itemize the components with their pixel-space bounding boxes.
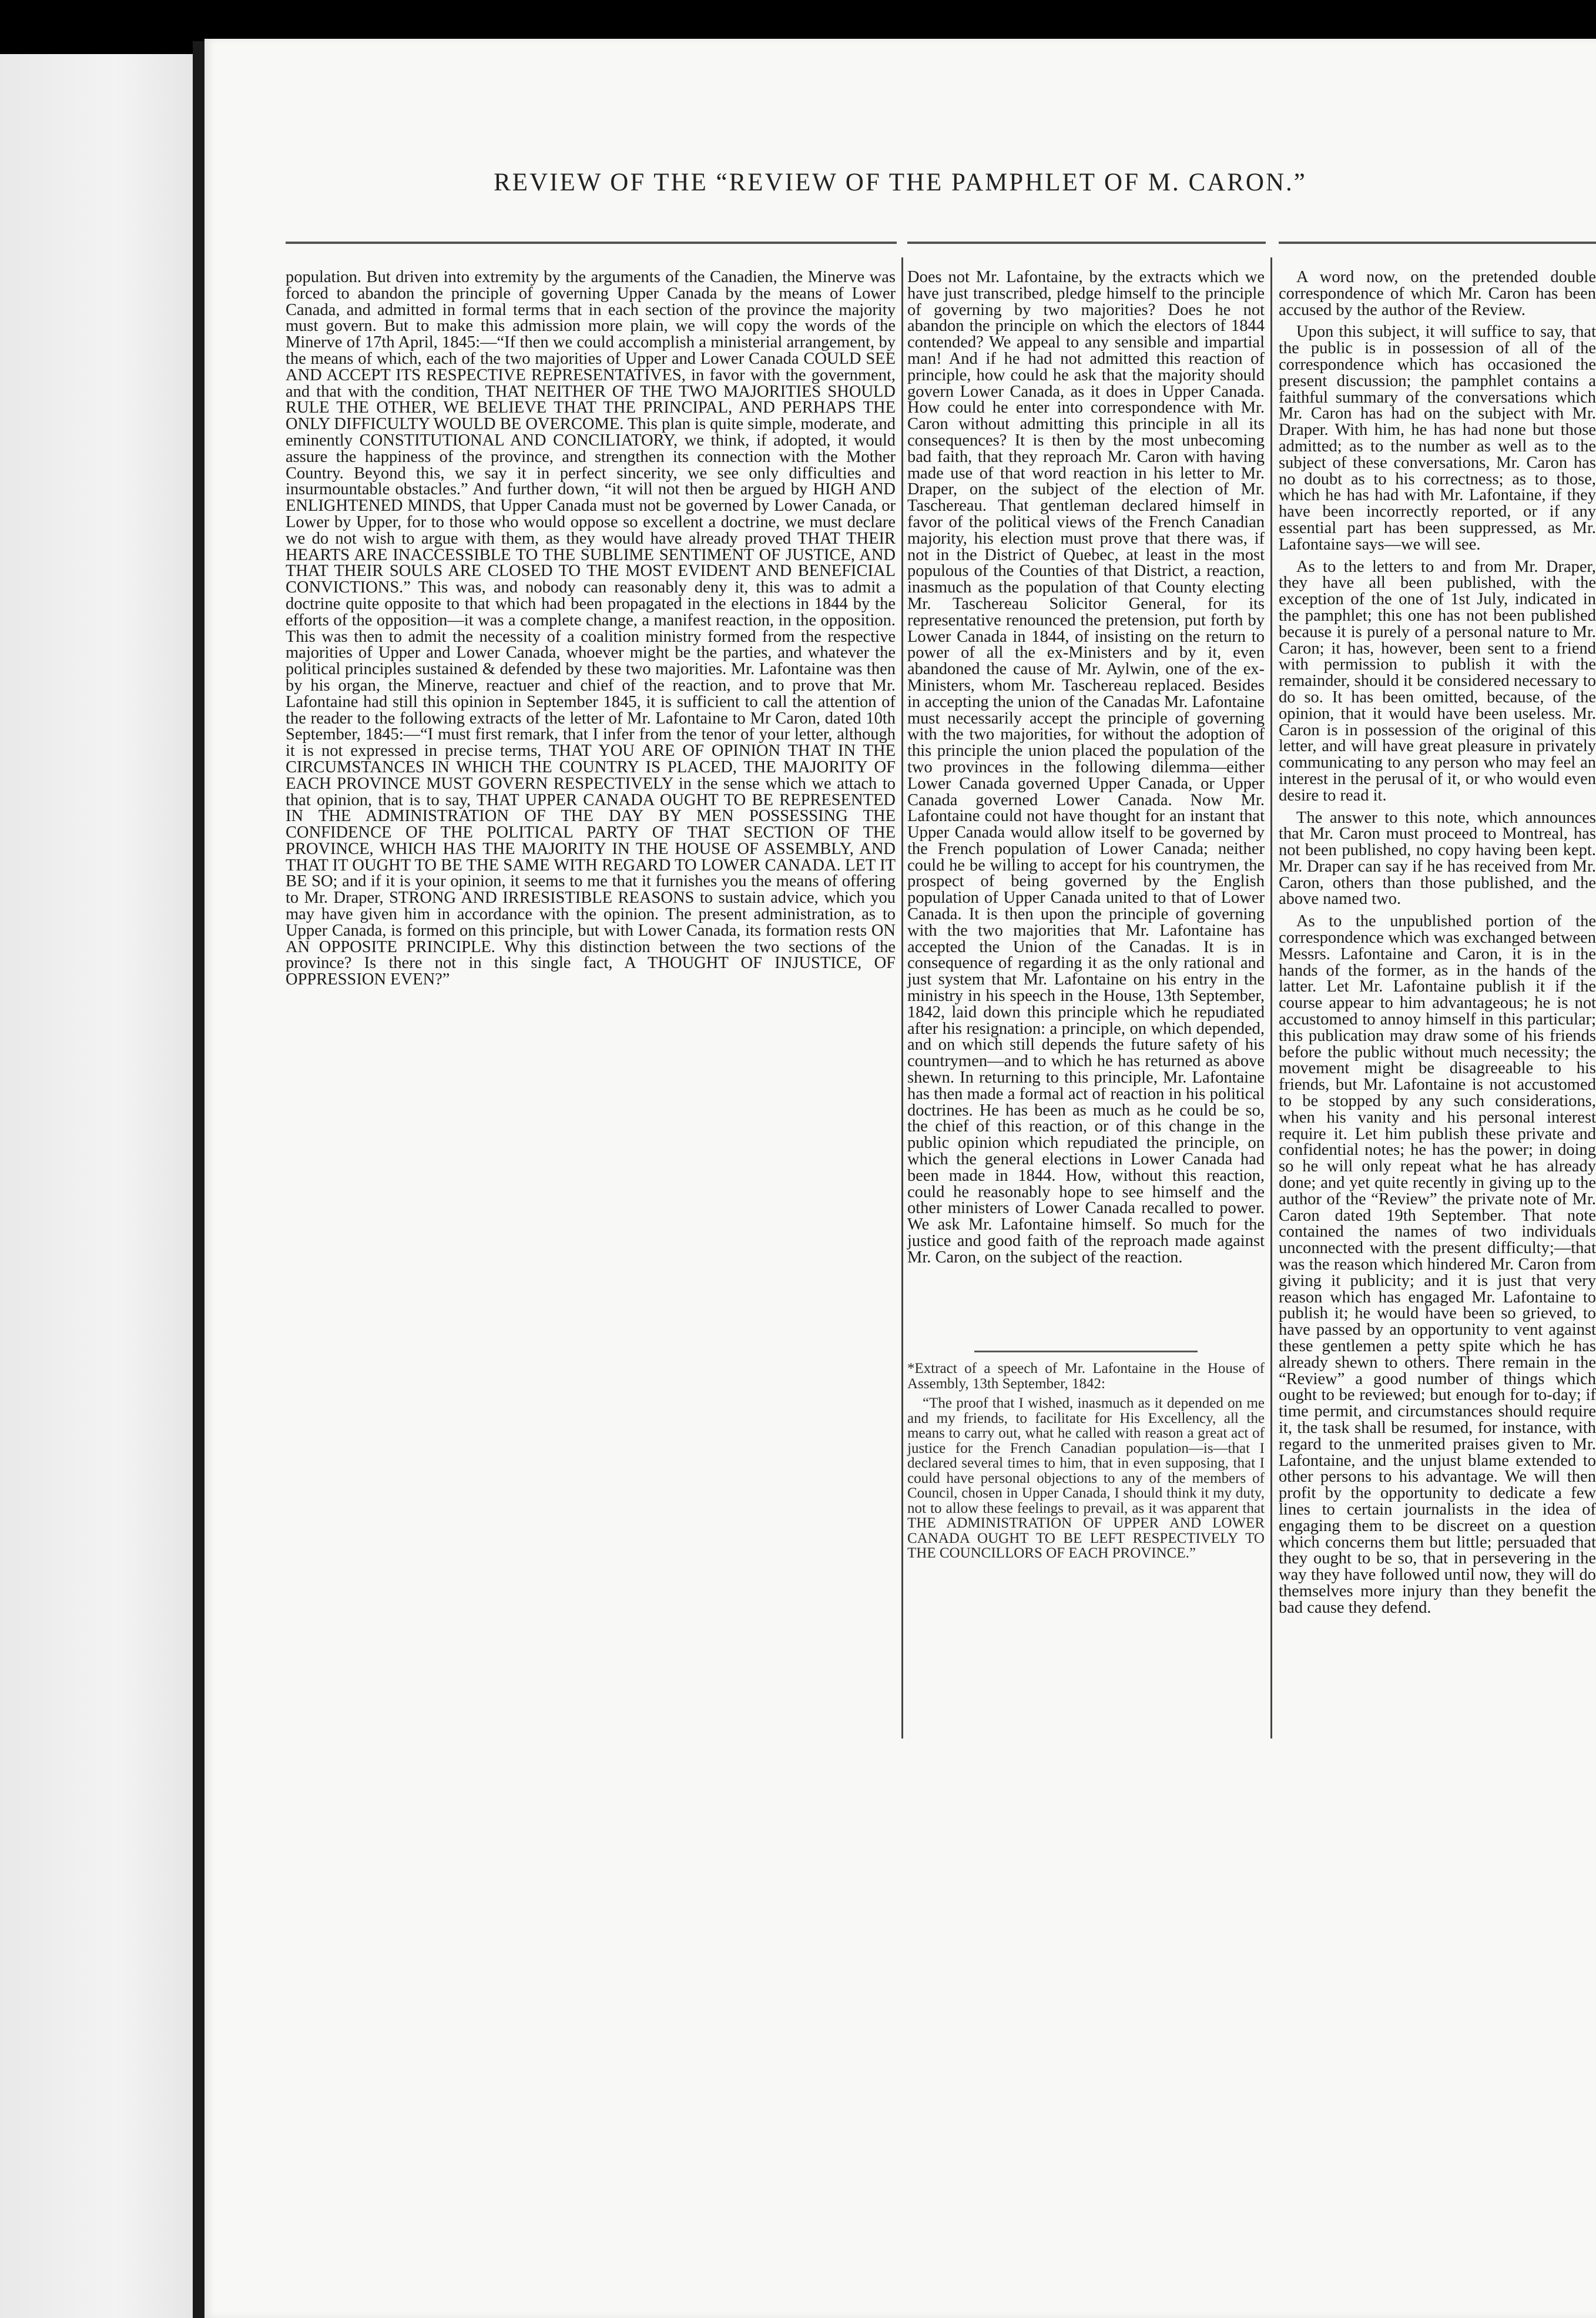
header-rule — [907, 242, 1266, 244]
paragraph: Upon this subject, it will suffice to say, that the public is in possession of all of the correspondence which has occasioned the present discussion; the pamphlet contains a faithful summary of the conversations which Mr. Caron has had on the subject with Mr. Draper. With him, he has had none but those admitted; as to the number as well as to the subject of these conversations, Mr. Caron has no doubt as to his correctness; as to those, which he has had with Mr. Lafontaine, if they have been incorrectly reported, or if any essential part has been suppressed, as Mr. Lafontaine says—we will see. — [1279, 323, 1596, 554]
column-2 — [907, 269, 1265, 1272]
paragraph: A word now, on the pretended double correspondence of which Mr. Caron has been accused by the author of the Review. — [1279, 268, 1596, 319]
page — [204, 39, 1596, 2318]
paragraph: population. But driven into extremity by the arguments of the Canadien, the Minerve was forced to abandon the principle of governing Upper Canada by the means of Lower Canada, and admitted in formal terms that in each section of the province the majority must govern. But to make this admission more plain, we will copy the words of the Minerve of 17th April, 1845:—“If then we could accomplish a ministerial arrangement, by the means of which, each of the two majorities of Upper and Lower Canada COULD SEE AND ACCEPT ITS RESPECTIVE REPRESENTATIVES, in favor with the government, and that with the condition, THAT NEITHER OF THE TWO MAJORITIES SHOULD RULE THE OTHER, WE BELIEVE THAT THE PRINCIPAL, AND PERHAPS THE ONLY DIFFICULTY WOULD BE OVERCOME. This plan is quite simple, moderate, and eminently CONSTITUTIONAL AND CONCILIATORY, we think, if adopted, it would assure the happiness of the province, and strengthen its connection with the Mother Country. Beyond this, we say it in perfect sincerity, we see only difficulties and insurmountable obstacles.” And further down, “it will not then be argued by HIGH AND ENLIGHTENED MINDS, that Upper Canada must not be governed by Lower Canada, or Lower by Upper, for to those who would oppose so excellent a doctrine, we must declare we do not wish to argue with them, as they would have already proved THAT THEIR HEARTS ARE INACCESSIBLE TO THE SUBLIME SENTIMENT OF JUSTICE, AND THAT THEIR SOULS ARE CLOSED TO THE MOST EVIDENT AND BENEFICIAL CONVICTIONS.” This was, and nobody can reasonably deny it, this was to admit a doctrine quite opposite to that which had been propagated in the elections in 1844 by the efforts of the opposition—it was a complete change, a manifest reaction, in the opposition. This was then to admit the necessity of a coalition ministry formed from the respective majorities of Upper and Lower Canada, whoever might be the parties, and whatever the political principles sustained & defended by these two majorities. Mr. Lafontaine was then by his organ, the Minerve, reactuer and chief of the reaction, and to prove that Mr. Lafontaine had still this opinion in September 1845, it is sufficient to call the attention of the reader to the following extracts of the letter of Mr. Lafontaine to Mr Caron, dated 10th September, 1845:—“I must first remark, that I infer from the tenor of your letter, although it is not expressed in precise terms, THAT YOU ARE OF OPINION THAT IN THE CIRCUMSTANCES IN WHICH THE COUNTRY IS PLACED, THE MAJORITY OF EACH PROVINCE MUST GOVERN RESPECTIVELY in the sense which we attach to that opinion, that is to say, THAT UPPER CANADA OUGHT TO BE REPRESENTED IN THE ADMINISTRATION OF THE DAY BY MEN POSSESSING THE CONFIDENCE OF THE POLITICAL PARTY OF THAT SECTION OF THE PROVINCE, WHICH HAS THE MAJORITY IN THE HOUSE OF ASSEMBLY, AND THAT IT OUGHT TO BE THE SAME WITH REGARD TO LOWER CANADA. LET IT BE SO; and if it is your opinion, it seems to me that it furnishes you the means of offering to Mr. Draper, STRONG AND IRRESISTIBLE REASONS to sustain advice, which you may have given him in accordance with the opinion. The present administration, as to Upper Canada, is formed on this principle, but with Lower Canada, its formation rests ON AN OPPOSITE PRINCIPLE. Why this distinction between the two sections of the province? Is there not in this single fact, A THOUGHT OF INJUSTICE, OF OPPRESSION EVEN?” — [286, 268, 896, 989]
footnote-text: “The proof that I wished, inasmuch as it depended on me and my friends, to facilitate for His Excellency, all the means to carry out, what he called with reason a great act of justice for the French Canadian population—is—that I declared several times to him, that in even supposing, that I could have personal objections to any of the members of Council, chosen in Upper Canada, I should think it my duty, not to allow these feelings to prevail, as it was apparent that THE ADMINISTRATION OF UPPER AND LOWER CANADA OUGHT TO BE LEFT RESPECTIVELY TO THE COUNCILLORS OF EACH PROVINCE.” — [907, 1395, 1265, 1561]
paragraph: Does not Mr. Lafontaine, by the extracts which we have just transcribed, pledge himself to the principle of governing by two majorities? Does he not abandon the principle on which the electors of 1844 contended? We appeal to any sensible and impartial man! And if he had not admitted this reaction of principle, how could he ask that the majority should govern Lower Canada, as it does in Upper Canada. How could he enter into correspondence with Mr. Caron without admitting this principle in all its consequences? It is then by the most unbecoming bad faith, that they reproach Mr. Caron with having made use of that word reaction in his letter to Mr. Draper, on the subject of the election of Mr. Taschereau. That gentleman declared himself in favor of the political views of the French Canadian majority, his election must prove that there was, if not in the District of Quebec, at least in the most populous of the Counties of that District, a reaction, inasmuch as the population of that County electing Mr. Taschereau Solicitor General, for its representative renounced the pretension, put forth by Lower Canada in 1844, of insisting on the return to power of all the ex-Ministers and by it, even abandoned the cause of Mr. Aylwin, one of the ex-Ministers, whom Mr. Taschereau replaced. Besides in accepting the union of the Canadas Mr. Lafontaine must necessarily accept the principle of governing with the two majorities, for without the adoption of this principle the union placed the population of the two provinces in the following dilemma—either Lower Canada governed Upper Canada, or Upper Canada governed Lower Canada. Now Mr. Lafontaine could not have thought for an instant that Upper Canada would allow itself to be governed by the French population of Lower Canada; neither could he be willing to accept for his countrymen, the prospect of being governed by the English population of Upper Canada united to that of Lower Canada. It is then upon the principle of governing with the two majorities that Mr. Lafontaine has accepted the Union of the Canadas. It is in consequence of regarding it as the only rational and just system that Mr. Lafontaine on his entry in the ministry in his speech in the House, 13th September, 1842, laid down this principle which he repudiated after his resignation: a principle, on which depended, and on which still depends the future safety of his countrymen—and to which he has returned as above shewn. In returning to this principle, Mr. Lafontaine has then made a formal act of reaction in his political doctrines. He has been as much as he could be so, the chief of this reaction, or of this change in the public opinion which repudiated the principle, on which the general elections in Lower Canada had been made in 1844. How, without this reaction, could he reasonably hope to see himself and the other ministers of Lower Canada recalled to power. We ask Mr. Lafontaine himself. So much for the justice and good faith of the reproach made against Mr. Caron, on the subject of the reaction. — [907, 268, 1265, 1267]
column-1 — [286, 269, 896, 994]
footnote-heading: *Extract of a speech of Mr. Lafontaine in the House of Assembly, 13th September, 1842: — [907, 1361, 1265, 1392]
header-rule — [286, 242, 897, 244]
paragraph: The answer to this note, which announces that Mr. Caron must proceed to Montreal, has not been published, no copy having been kept. Mr. Draper can say if he has received from Mr. Caron, others than those published, and the above named two. — [1279, 808, 1596, 909]
column-divider — [1270, 257, 1272, 1738]
paragraph: As to the letters to and from Mr. Draper, they have all been published, with the exception of the one of 1st July, indicated in the pamphlet; this one has not been published because it is purely of a personal nature to Mr. Caron; it has, however, been sent to a friend with permission to publish it with the remainder, should it be considered necessary to do so. It has been omitted, because, of the opinion, that it would have been useless. Mr. Caron is in possession of the original of this letter, and will have great pleasure in privately communicating to any person who may feel an interest in the perusal of it, or who would even desire to read it. — [1279, 557, 1596, 805]
footnote-rule — [974, 1351, 1198, 1352]
paragraph: As to the unpublished portion of the correspondence which was exchanged between Messrs. Lafontaine and Caron, it is in the hands of the former, as in the hands of the latter. Let Mr. Lafontaine publish it if the course appear to him advantageous; he is not accustomed to annoy himself in this particular; this publication may draw some of his friends before the public without much necessity; the movement might be disagreeable to his friends, but Mr. Lafontaine is not accustomed to be stopped by any such considerations, when his vanity and his personal interest require it. Let him publish these private and confidential notes; he has the power; in doing so he will only repeat what he has already done; and yet quite recently in giving up to the author of the “Review” the private note of Mr. Caron dated 19th September. That note contained the names of two individuals unconnected with the present difficulty;—that was the reason which hindered Mr. Caron from giving it publicity; and it is just that very reason which has engaged Mr. Lafontaine to publish it; he would have been so grieved, to have passed by an opportunity to vent against these gentlemen a petty spite which he has already shewn to others. There remain in the “Review” a good number of things which ought to be reviewed; but enough for to-day; if time permit, and circumstances should require it, the task shall be resumed, for instance, with regard to the unmerited praises given to Mr. Lafontaine, and the unjust blame extended to other persons to his advantage. We will then profit by the opportunity to dedicate a few lines to certain journalists in the idea of engaging them to be discreet on a question which concerns them but little; persuaded that they ought to be so, that in persevering in the way they have followed until now, they will do themselves more injury than they benefit the bad cause they defend. — [1279, 912, 1596, 1617]
left-page-edge — [0, 54, 193, 2318]
running-header: REVIEW OF THE “REVIEW OF THE PAMPHLET OF M. CARON.” — [494, 169, 1307, 196]
column-3 — [1279, 269, 1596, 1622]
column-divider — [901, 257, 903, 1738]
footnote — [907, 1361, 1265, 1566]
header-rule — [1279, 242, 1596, 244]
book-gutter — [193, 41, 204, 2318]
